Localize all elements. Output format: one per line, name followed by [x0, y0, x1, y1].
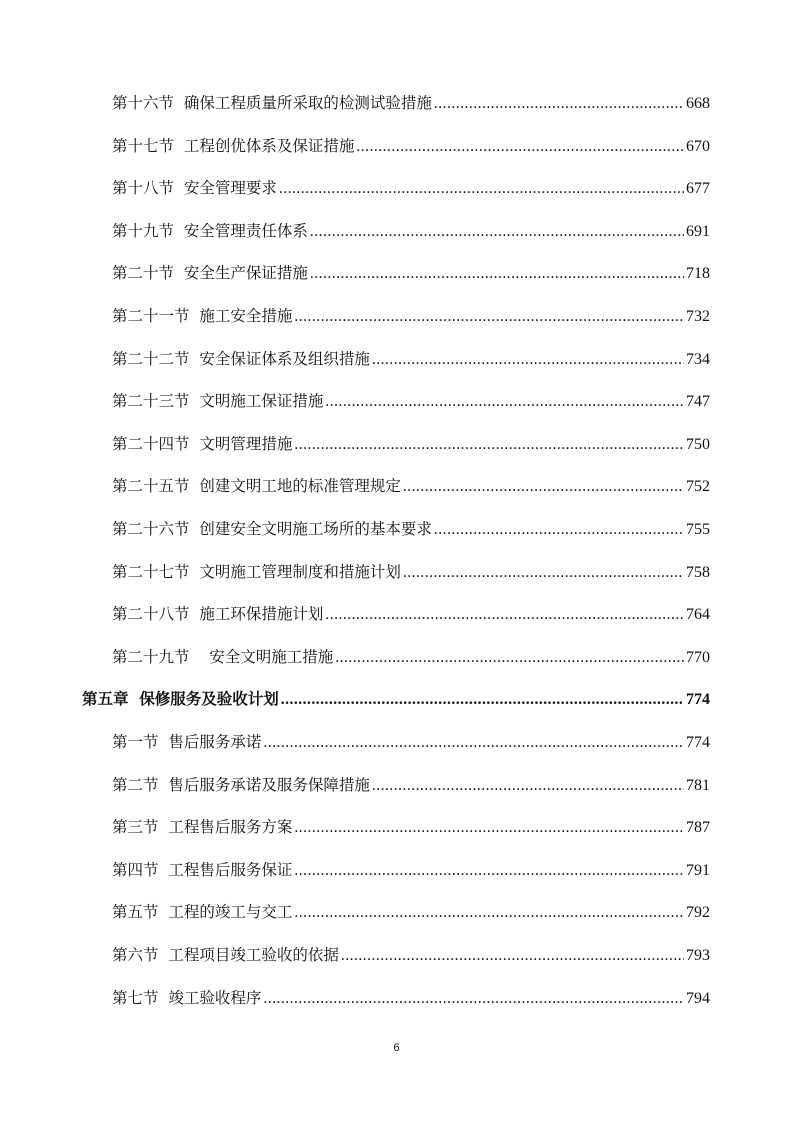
toc-section-entry[interactable] [112, 389, 710, 415]
toc-entry-title: 第四节 工程售后服务保证 [112, 860, 293, 879]
toc-entry-title: 第七节 竣工验收程序 [112, 988, 262, 1007]
toc-section-entry[interactable] [112, 219, 710, 245]
toc-section-entry[interactable] [112, 858, 710, 884]
dot-leader [403, 477, 684, 496]
toc-entry-page: 670 [686, 137, 710, 155]
dot-leader [263, 733, 684, 752]
toc-section-entry[interactable] [112, 432, 710, 458]
toc-section-entry[interactable] [112, 347, 710, 373]
toc-entry-title: 第二十九节 安全文明施工措施 [112, 647, 334, 666]
toc-entry-title: 第十七节 工程创优体系及保证措施 [112, 136, 355, 155]
toc-entry-page: 755 [686, 521, 710, 538]
dot-leader [341, 946, 684, 965]
toc-entry-page: 732 [686, 308, 710, 325]
toc-section-entry[interactable] [112, 900, 710, 926]
toc-entry-title: 第二十七节 文明施工管理制度和措施计划 [112, 562, 401, 581]
dot-leader [294, 435, 684, 454]
toc-section-entry[interactable] [112, 602, 710, 628]
toc-entry-title: 第二十四节 文明管理措施 [112, 434, 293, 453]
toc-entry-page: 718 [686, 265, 710, 283]
toc-entry-title: 第五章 保修服务及验收计划 [82, 689, 279, 709]
toc-entry-title: 第十六节 确保工程质量所采取的检测试验措施 [112, 94, 432, 112]
toc-entry-page: 792 [686, 904, 710, 922]
dot-leader [372, 350, 684, 369]
toc-entry-title: 第二十五节 创建文明工地的标准管理规定 [112, 477, 401, 496]
toc-section-entry[interactable] [112, 134, 710, 160]
toc-entry-title: 第二十八节 施工环保措施计划 [112, 605, 324, 624]
toc-entry-page: 781 [686, 776, 710, 794]
dot-leader [403, 563, 684, 582]
toc-entry-page: 791 [686, 861, 710, 879]
toc-entry-title: 第二十一节 施工安全措施 [112, 307, 293, 325]
toc-entry-page: 691 [686, 222, 710, 240]
toc-entry-page: 793 [686, 947, 710, 964]
toc-chapter-entry[interactable] [82, 687, 710, 713]
dot-leader [325, 392, 684, 411]
toc-entry-title: 第二十节 安全生产保证措施 [112, 264, 308, 283]
toc-section-entry[interactable] [112, 815, 710, 841]
toc-entry-title: 第二十二节 安全保证体系及组织措施 [112, 349, 370, 368]
dot-leader [279, 179, 684, 198]
toc-entry-title: 第三节 工程售后服务方案 [112, 818, 293, 837]
dot-leader [294, 861, 684, 880]
toc-entry-page: 787 [686, 819, 710, 837]
toc-section-entry[interactable] [112, 645, 710, 671]
dot-leader [434, 520, 684, 539]
toc-entry-page: 747 [686, 393, 710, 411]
toc-section-entry[interactable] [112, 560, 710, 586]
toc-section-entry[interactable] [112, 517, 710, 543]
toc-section-entry[interactable] [112, 986, 710, 1012]
dot-leader [310, 222, 684, 241]
toc-section-entry[interactable] [112, 730, 710, 756]
toc-section-entry[interactable] [112, 474, 710, 500]
toc-section-entry[interactable] [112, 773, 710, 799]
toc-section-entry[interactable] [112, 304, 710, 330]
toc-entry-page: 794 [686, 989, 710, 1007]
page-number: 6 [393, 1042, 400, 1054]
toc-entry-page: 752 [686, 478, 710, 496]
toc-entry-page: 734 [686, 350, 710, 368]
toc-entry-page: 770 [686, 648, 710, 666]
dot-leader [263, 989, 684, 1008]
toc-entry-title: 第五节 工程的竣工与交工 [112, 903, 293, 922]
dot-leader [294, 818, 684, 837]
toc-entry-page: 764 [686, 606, 710, 624]
toc-entry-title: 第二十三节 文明施工保证措施 [112, 392, 324, 411]
toc-entry-title: 第二节 售后服务承诺及服务保障措施 [112, 775, 370, 794]
toc-entry-page: 668 [686, 95, 710, 112]
toc-entry-title: 第十九节 安全管理责任体系 [112, 221, 308, 240]
toc-entry-title: 第二十六节 创建安全文明施工场所的基本要求 [112, 520, 432, 538]
toc-entry-page: 677 [686, 180, 710, 198]
dot-leader [325, 605, 684, 624]
dot-leader [372, 776, 684, 795]
toc-entry-page: 774 [686, 734, 710, 751]
toc-entry-title: 第十八节 安全管理要求 [112, 179, 277, 198]
toc-section-entry[interactable] [112, 91, 710, 117]
dot-leader [294, 307, 684, 326]
dot-leader [310, 264, 684, 283]
toc-entry-page: 774 [686, 691, 710, 709]
toc-section-entry[interactable] [112, 943, 710, 969]
dot-leader [434, 94, 684, 113]
toc-entry-title: 第一节 售后服务承诺 [112, 733, 262, 751]
toc-section-entry[interactable] [112, 261, 710, 287]
dot-leader [356, 137, 684, 156]
toc-entry-page: 758 [686, 563, 710, 581]
toc-entry-page: 750 [686, 435, 710, 453]
dot-leader [335, 648, 684, 667]
dot-leader [281, 689, 684, 709]
toc-section-entry[interactable] [112, 176, 710, 202]
dot-leader [294, 903, 684, 922]
toc-entry-title: 第六节 工程项目竣工验收的依据 [112, 946, 339, 964]
